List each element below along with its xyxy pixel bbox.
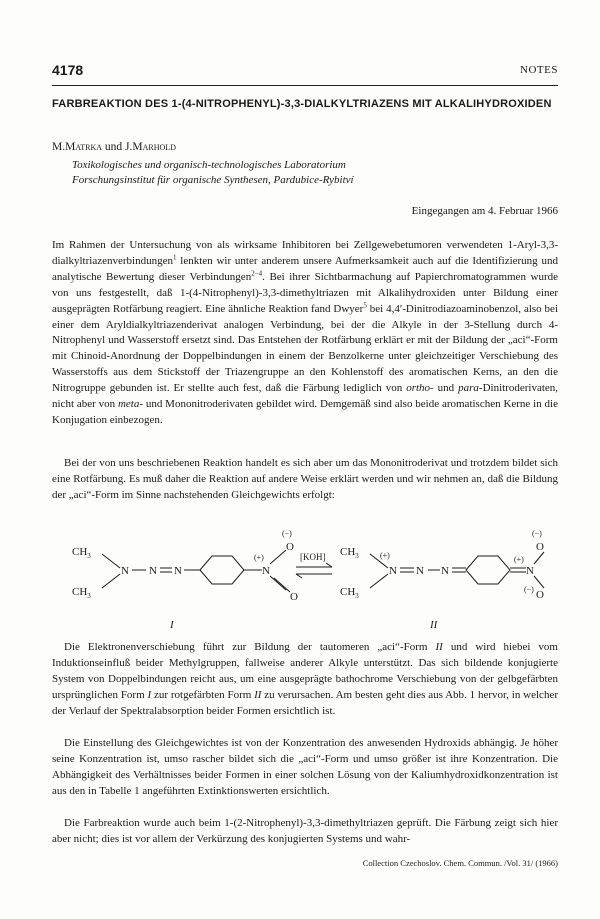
n3-I: N	[174, 565, 182, 577]
paragraph-3: Die Elektronenverschiebung führt zur Bildung der tautomeren „aci“-Form II und wird hiebei vom Induktionseinfluß beider Methylgruppen, fallweise anderer Alkyle unterstützt. Das sich bildende konjugierte System von Doppelbindungen reicht aus, um eine ausgeprägte bathochrome Verschiebung von der gelbgefärbten ursprünglichen Form I zur rotgefärbten Form II zu verursachen. Am besten geht dies aus Abb. 1 hervor, in welcher der Verlauf der Spektralabsorption beider Formen ersichtlich ist.	[52, 641, 558, 717]
page-header	[52, 62, 558, 86]
affiliation-line-1: Toxikologisches und organisch-technologisches Laboratorium	[72, 159, 346, 171]
n2-II: N	[416, 565, 424, 577]
plus-charge-nitro-II: (+)	[514, 555, 524, 564]
authors	[52, 141, 176, 153]
n1-II: N	[389, 565, 397, 577]
formula-svg	[70, 528, 550, 638]
o1-II: O	[536, 541, 544, 553]
section-name: NOTES	[520, 64, 558, 76]
n1-I: N	[121, 565, 129, 577]
paragraph-1: Im Rahmen der Untersuchung von als wirksame Inhibitoren bei Zellgewebetumoren verwendeten 1-Aryl-3,3-dialkyltriazenverbindungen$^1$ lenkten wir unter anderem unsere Aufmerksamkeit auch auf die Identifizierung und analytische Bewertung dieser Verbindungen$^{2-4}$. Bei ihrer Sichtbarmachung auf Papierchromatogrammen wurde von uns festgestellt, daß 1-(4-Nitrophenyl)-3,3-dimethyltriazen mit Alkalihydroxiden unter Bildung einer ausgeprägten Rotfärbung reagiert. Eine ähnliche Reaktion fand Dwyer$^5$ bei 4,4′-Dinitrodiazoaminobenzol, also bei einer dem Aryldialkyltriazenderivat analogen Verbindung, bei der die Alkyle in der 3-Stellung durch 4-Nitrophenyl und Wasserstoff ersetzt sind. Das Entstehen der Rotfärbung erklärt er mit der Bildung der „aci“-Form mit Chinoid-Anordnung der Doppelbindungen in einem der Benzolkerne unter gleichzeitiger Verschiebung des Wasserstoffs aus dem Stickstoff der Triazengruppe an den Kohlenstoff des aromatischen Kerns, an den die Nitrogruppe gebunden ist. Er stellte auch fest, daß die Färbung lediglich von ortho- und para-Dinitroderivaten, nicht aber von meta- und Mononitroderivaten gebildet wird. Demgemäß sind also beide aromatischen Kerne in die Konjugation einbezogen.	[52, 239, 559, 426]
o1-I: O	[286, 541, 294, 553]
author2-name: Marhold	[132, 141, 176, 153]
ref-1: 1	[172, 253, 177, 262]
author-join: und	[102, 141, 126, 153]
paragraph-5: Die Farbreaktion wurde auch beim 1-(2-Nitrophenyl)-3,3-dimethyltriazen geprüft. Die Färbung zeigt sich hier aber nicht; dies ist vor allem der Verkürzung des konjugierten Systems und wahr-	[52, 817, 558, 845]
n2-I: N	[149, 565, 157, 577]
ref-5: 5	[363, 300, 367, 309]
minus-charge-bottom-II: (−)	[524, 585, 534, 594]
paragraph-4: Die Einstellung des Gleichgewichtes ist von der Konzentration des anwesenden Hydroxids abhängig. Je höher seine Konzentration ist, umso rascher bildet sich die „aci“-Form und umso größer ist ihre Konzentration. Die Abhängigkeit des Verhältnisses beider Formen in einer solchen Lösung von der Kaliumhydroxidkonzentration ist aus den in Tabelle 1 angeführten Extinktionswerten ersichtlich.	[52, 737, 558, 797]
paragraph-2: Bei der von uns beschriebenen Reaktion handelt es sich aber um das Mononitroderivat und trotzdem bildet sich eine Rotfärbung. Es muß daher die Reaktion auf andere Weise erklärt werden und wir nehmen an, daß die Bildung der „aci“-Form im Sinne nachstehenden Gleichgewichts erfolgt:	[52, 457, 558, 501]
compound-label-II: II	[430, 619, 438, 631]
ch3-top-I: $CH_3$	[72, 546, 91, 560]
minus-charge-I: (−)	[282, 529, 292, 538]
ch3-top-II: $CH_3$	[340, 546, 359, 560]
plus-charge-I: (+)	[254, 553, 264, 562]
page-number: 4178	[52, 62, 84, 78]
minus-charge-top-II: (−)	[532, 529, 542, 538]
author1-name: Matrka	[65, 141, 103, 153]
plus-charge-II: (+)	[380, 551, 390, 560]
ref-2-4: 2−4	[251, 269, 263, 278]
n-nitro-II: N	[526, 565, 534, 577]
reagent-label: [KOH]	[300, 552, 326, 562]
o2-II: O	[536, 589, 544, 601]
ch3-bottom-I: $CH_3$	[72, 586, 91, 600]
ch3-bottom-II: $CH_3$	[340, 586, 359, 600]
article-title: FARBREAKTION DES 1-(4-NITROPHENYL)-3,3-DIALKYLTRIAZENS MIT ALKALIHYDROXIDEN	[52, 98, 552, 110]
equilibrium-formula	[70, 528, 550, 638]
o2-I: O	[290, 591, 298, 603]
header-rule	[52, 85, 558, 86]
affiliation-line-2: Forschungsinstitut für organische Synthesen, Pardubice-Rybitví	[72, 174, 354, 186]
n-nitro-I: N	[262, 565, 270, 577]
journal-citation: Collection Czechoslov. Chem. Commun. /Vol. 31/ (1966)	[362, 858, 558, 868]
received-date: Eingegangen am 4. Februar 1966	[411, 205, 558, 217]
n3-II: N	[441, 565, 449, 577]
author1-initial: M.	[52, 141, 66, 153]
compound-label-I: I	[170, 619, 174, 631]
author2-initial: J.	[125, 141, 133, 153]
